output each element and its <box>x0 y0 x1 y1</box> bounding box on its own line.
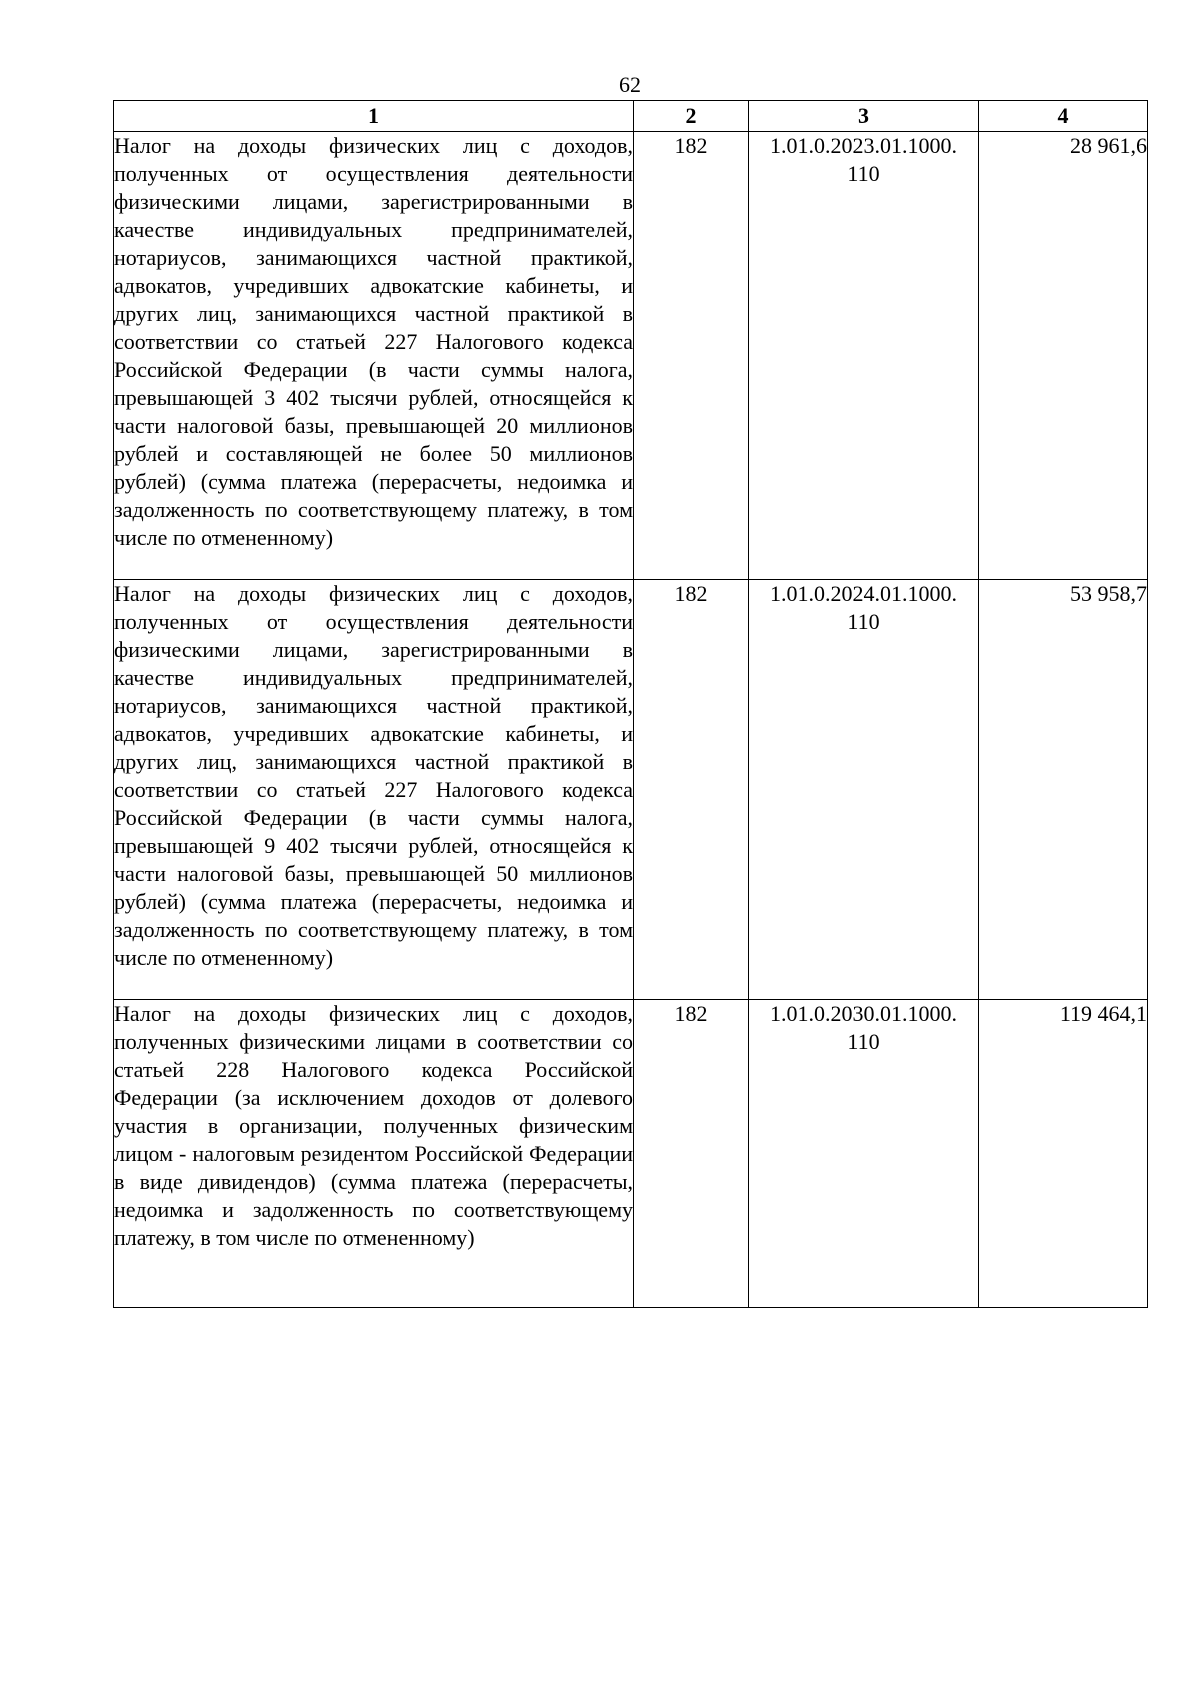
table-row <box>114 580 1148 1000</box>
column-header-3: 3 <box>749 101 979 132</box>
classification-code-line1: 1.01.0.2024.01.1000. <box>770 581 957 606</box>
agency-code-cell: 182 <box>634 132 749 580</box>
amount-cell: 119 464,1 <box>979 1000 1148 1308</box>
table-header-row <box>114 101 1148 132</box>
page-number: 62 <box>619 72 641 97</box>
column-header-2: 2 <box>634 101 749 132</box>
classification-code-line2: 110 <box>847 609 880 634</box>
budget-revenue-table <box>113 100 1148 1308</box>
revenue-name-cell: Налог на доходы физических лиц с доходов, полученных от осуществления деятельности физическими лицами, зарегистрированными в качестве индивидуальных предпринимателей, нотариусов, занимающихся частной практикой, адвокатов, учредивших адвокатские кабинеты, и других лиц, занимающихся частной практикой в соответствии со статьей 227 Налогового кодекса Российской Федерации (в части суммы налога, превышающей 3 402 тысячи рублей, относящейся к части налоговой базы, превышающей 20 миллионов рублей и составляющей не более 50 миллионов рублей) (сумма платежа (перерасчеты, недоимка и задолженность по соответствующему платежу, в том числе по отмененному) <box>114 132 634 580</box>
classification-code-cell <box>749 1000 979 1308</box>
table-row <box>114 132 1148 580</box>
revenue-name-cell: Налог на доходы физических лиц с доходов, полученных физическими лицами в соответствии со статьей 228 Налогового кодекса Российской Федерации (за исключением доходов от долевого участия в организации, полученных физическим лицом - налоговым резидентом Российской Федерации в виде дивидендов) (сумма платежа (перерасчеты, недоимка и задолженность по соответствующему платежу, в том числе по отмененному) <box>114 1000 634 1308</box>
classification-code-cell <box>749 580 979 1000</box>
column-header-1: 1 <box>114 101 634 132</box>
revenue-name-cell: Налог на доходы физических лиц с доходов, полученных от осуществления деятельности физическими лицами, зарегистрированными в качестве индивидуальных предпринимателей, нотариусов, занимающихся частной практикой, адвокатов, учредивших адвокатские кабинеты, и других лиц, занимающихся частной практикой в соответствии со статьей 227 Налогового кодекса Российской Федерации (в части суммы налога, превышающей 9 402 тысячи рублей, относящейся к части налоговой базы, превышающей 50 миллионов рублей) (сумма платежа (перерасчеты, недоимка и задолженность по соответствующему платежу, в том числе по отмененному) <box>114 580 634 1000</box>
amount-cell: 53 958,7 <box>979 580 1148 1000</box>
classification-code-line2: 110 <box>847 1029 880 1054</box>
classification-code-line2: 110 <box>847 161 880 186</box>
agency-code-cell: 182 <box>634 1000 749 1308</box>
agency-code-cell: 182 <box>634 580 749 1000</box>
column-header-4: 4 <box>979 101 1148 132</box>
classification-code-cell <box>749 132 979 580</box>
classification-code-line1: 1.01.0.2030.01.1000. <box>770 1001 957 1026</box>
table-row <box>114 1000 1148 1308</box>
classification-code-line1: 1.01.0.2023.01.1000. <box>770 133 957 158</box>
amount-cell: 28 961,6 <box>979 132 1148 580</box>
